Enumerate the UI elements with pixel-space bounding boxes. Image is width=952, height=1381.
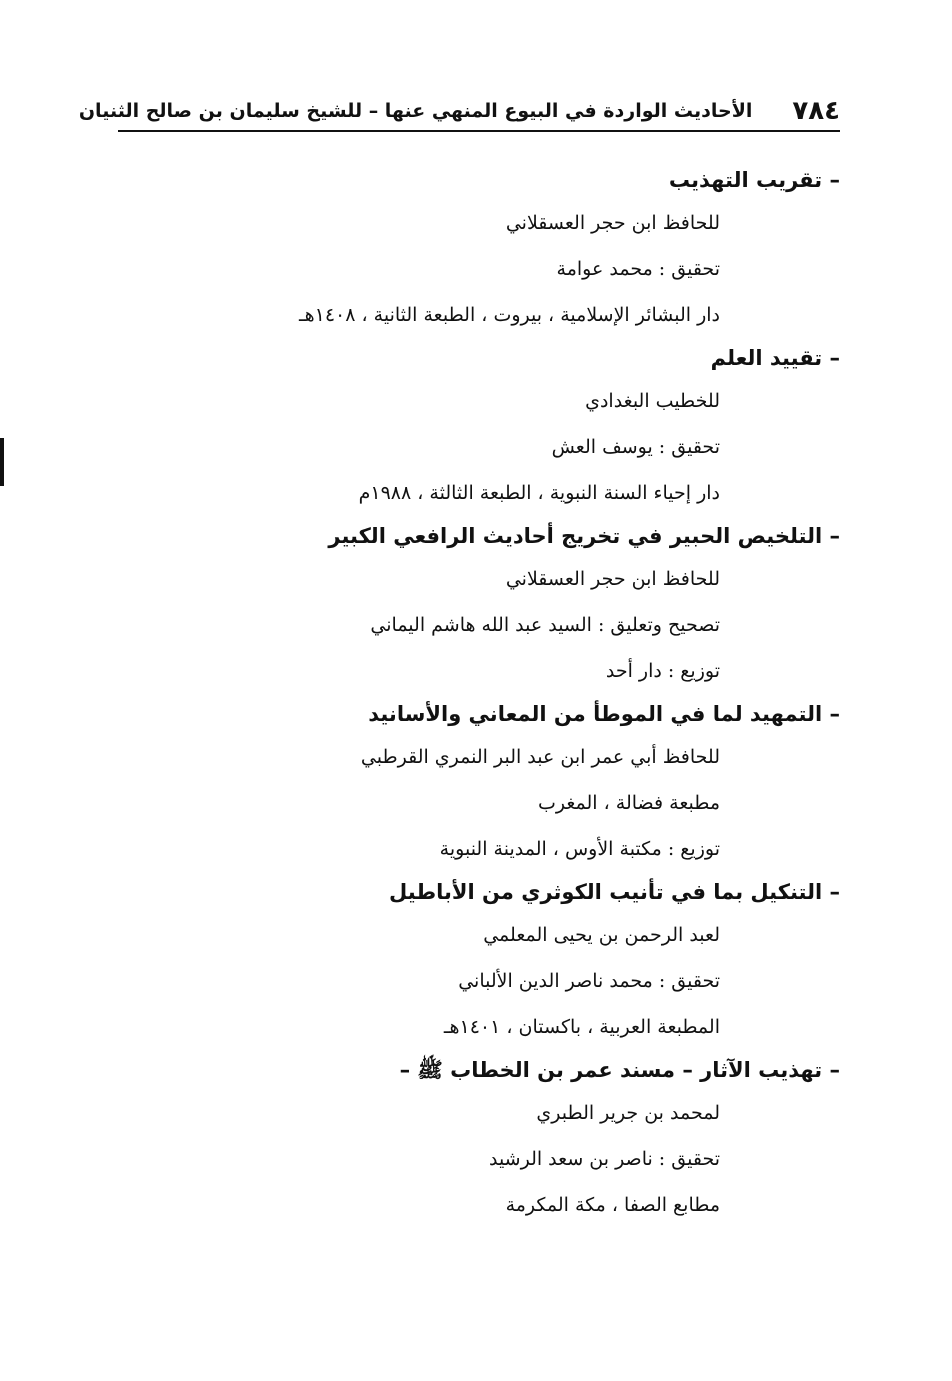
- running-title: الأحاديث الواردة في البيوع المنهي عنها – للشيخ سليمان بن صالح الثنيان: [78, 100, 753, 122]
- entry-publisher: دار إحياء السنة النبوية ، الطبعة الثالثة ، ١٩٨٨م: [358, 482, 720, 504]
- entry-publisher: مطابع الصفا ، مكة المكرمة: [505, 1194, 720, 1216]
- entry-editor: مطبعة فضالة ، المغرب: [537, 792, 720, 814]
- bibliography-entry: [180, 338, 840, 516]
- entry-editor: تحقيق : ناصر بن سعد الرشيد: [488, 1148, 720, 1170]
- bibliography-entry: [180, 516, 840, 694]
- entry-editor: تحقيق : يوسف العش: [551, 436, 720, 458]
- entry-title: – التلخيص الحبير في تخريج أحاديث الرافعي الكبير: [328, 524, 840, 548]
- bibliography-entry: [180, 694, 840, 872]
- entry-title: – التنكيل بما في تأنيب الكوثري من الأباطيل: [389, 880, 840, 904]
- entry-author: للحافظ أبي عمر ابن عبد البر النمري القرطبي: [360, 746, 720, 768]
- bibliography-entry: [180, 1050, 840, 1228]
- entry-author: لعبد الرحمن بن يحيى المعلمي: [483, 924, 720, 946]
- entry-publisher: توزيع : مكتبة الأوس ، المدينة النبوية: [439, 838, 720, 860]
- entry-title: – التمهيد لما في الموطأ من المعاني والأسانيد: [368, 702, 840, 726]
- entry-editor: تصحيح وتعليق : السيد عبد الله هاشم اليماني: [370, 614, 720, 636]
- bibliography-list: [180, 160, 840, 1228]
- entry-editor: تحقيق : محمد ناصر الدين الألباني: [458, 970, 720, 992]
- entry-title: – تقريب التهذيب: [668, 168, 840, 192]
- entry-author: لمحمد بن جرير الطبري: [536, 1102, 720, 1124]
- entry-publisher: دار البشائر الإسلامية ، بيروت ، الطبعة الثانية ، ١٤٠٨هـ: [299, 304, 720, 326]
- entry-title: – تقييد العلم: [710, 346, 840, 370]
- entry-title: – تهذيب الآثار – مسند عمر بن الخطاب ﷺ –: [399, 1058, 840, 1082]
- bibliography-entry: [180, 160, 840, 338]
- entry-author: للخطيب البغدادي: [585, 390, 720, 412]
- page-edge-mark: [0, 438, 4, 486]
- entry-publisher: المطبعة العربية ، باكستان ، ١٤٠١هـ: [443, 1016, 720, 1038]
- entry-author: للحافظ ابن حجر العسقلاني: [505, 568, 720, 590]
- entry-editor: تحقيق : محمد عوامة: [556, 258, 720, 280]
- page-number: ٧٨٤: [792, 96, 840, 126]
- page-header: [78, 92, 840, 132]
- bibliography-entry: [180, 872, 840, 1050]
- entry-author: للحافظ ابن حجر العسقلاني: [505, 212, 720, 234]
- entry-publisher: توزيع : دار أحد: [605, 660, 720, 682]
